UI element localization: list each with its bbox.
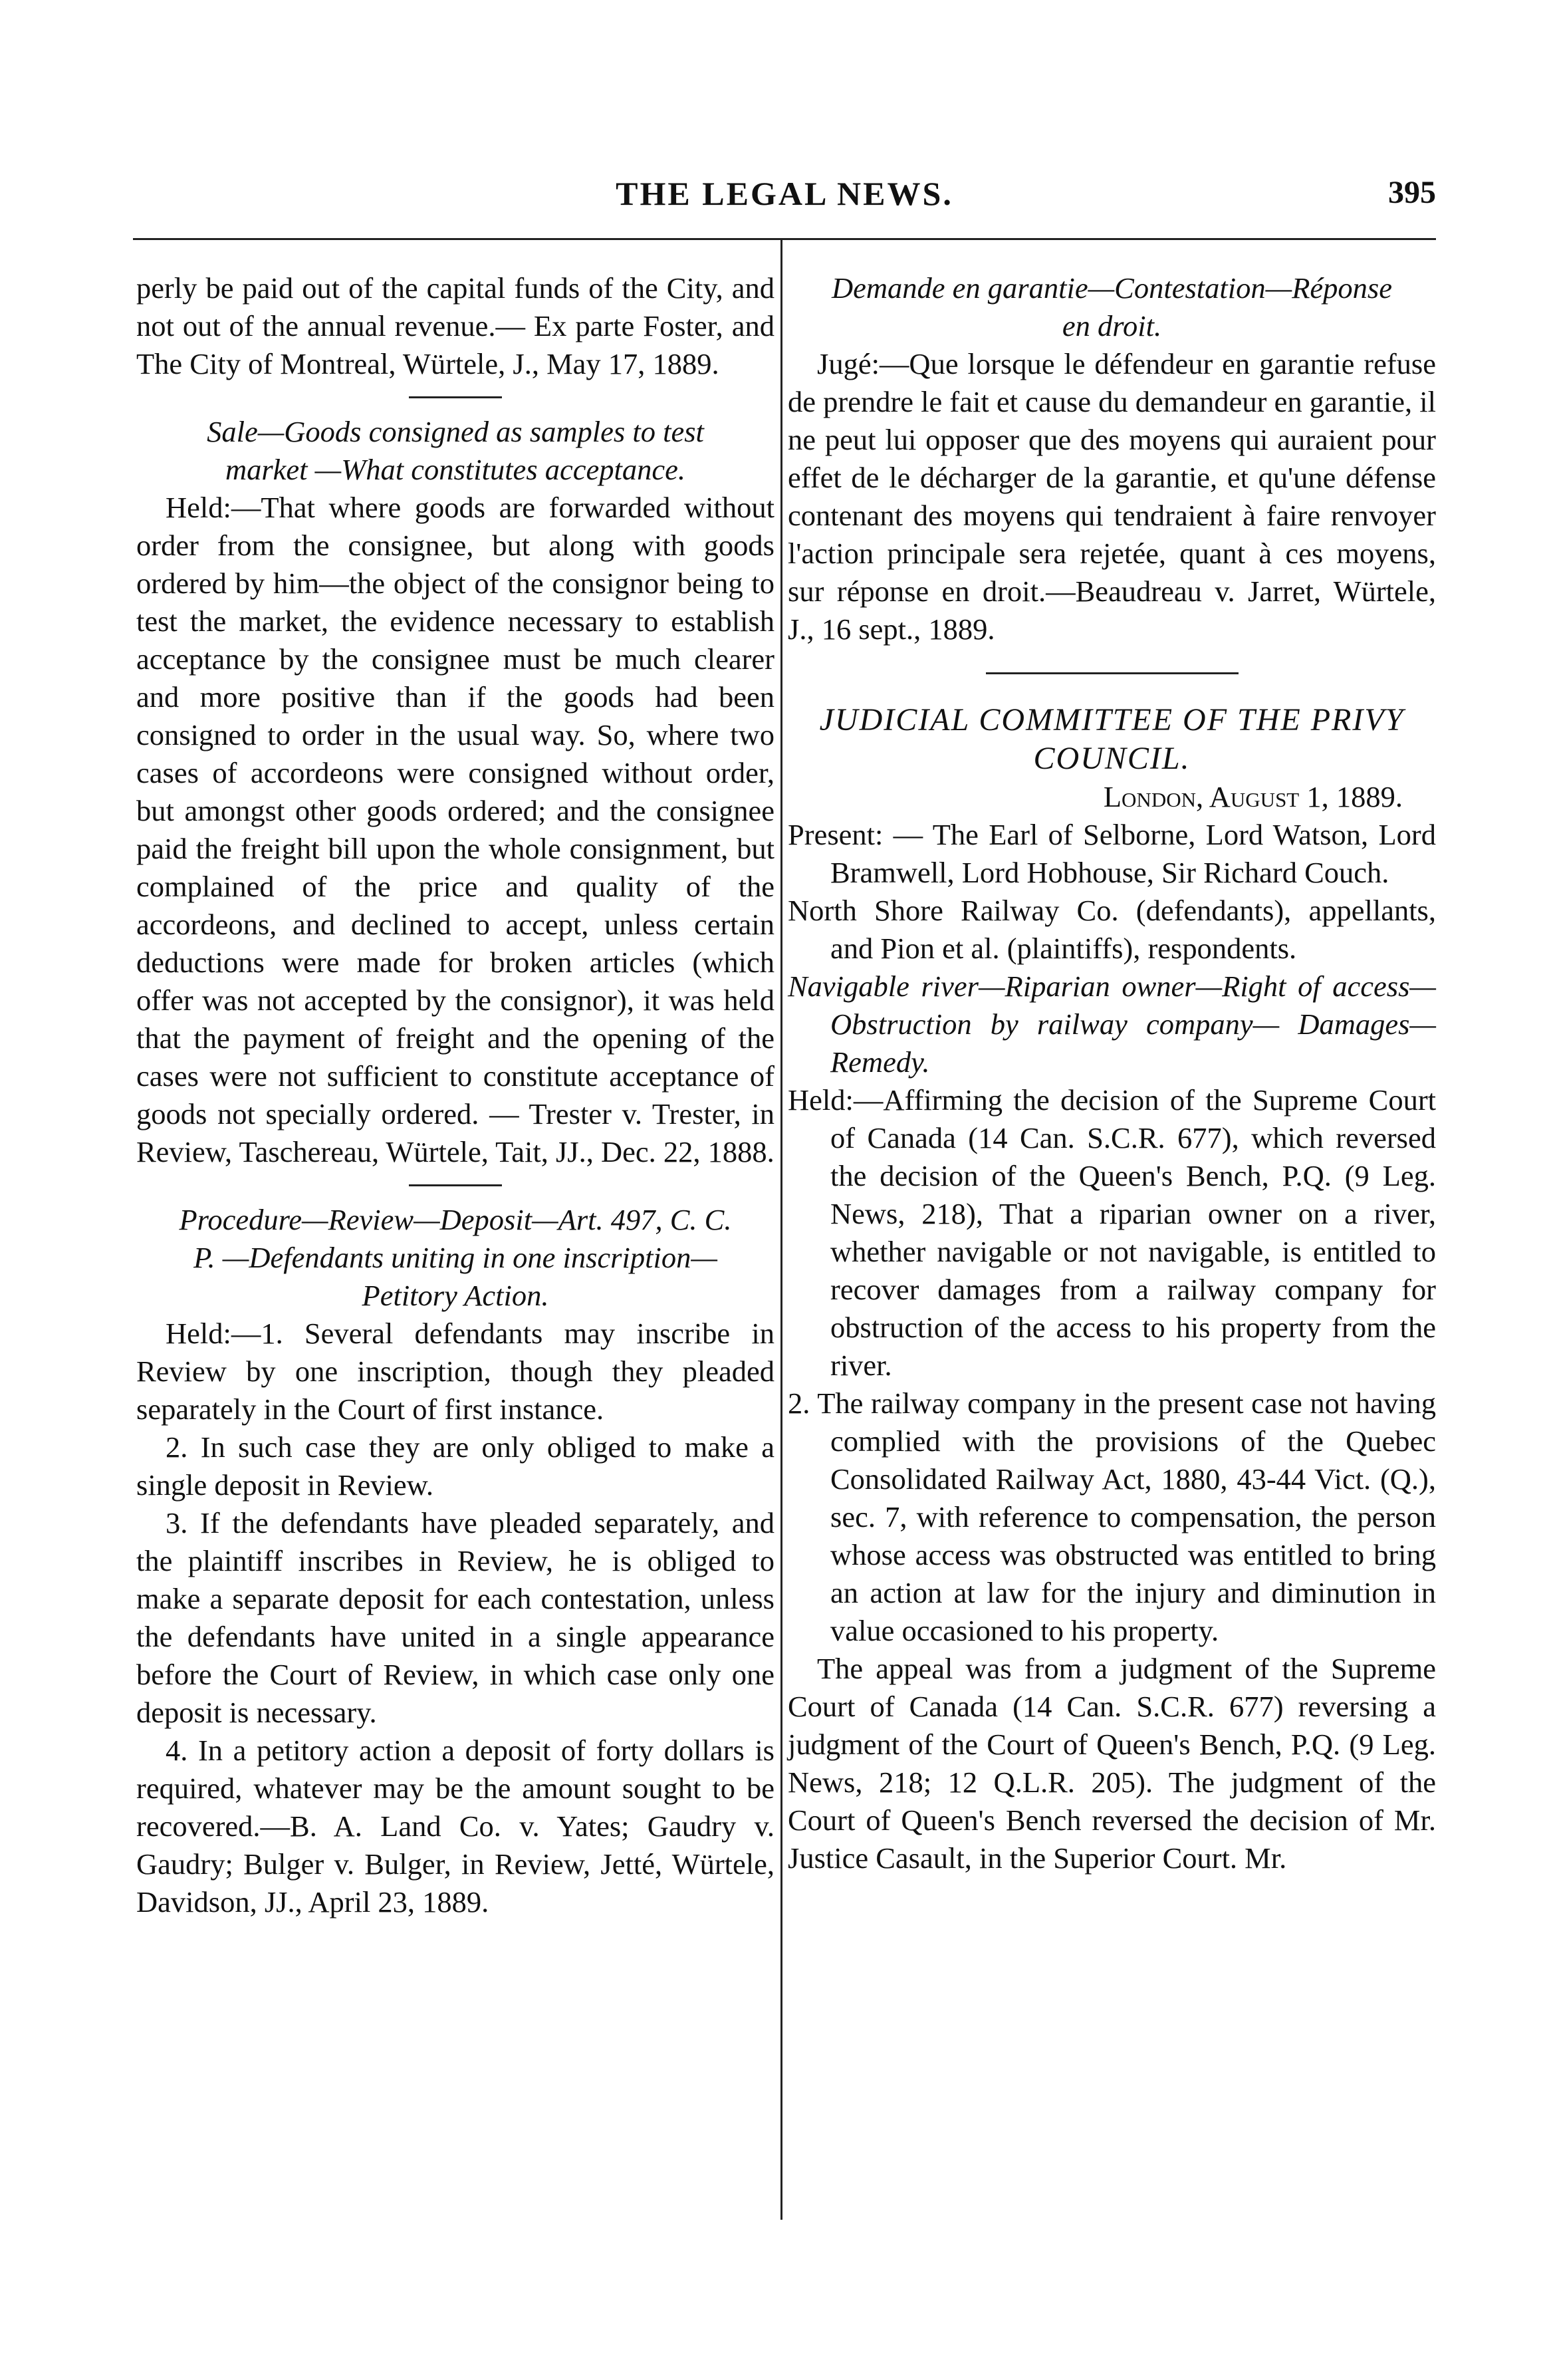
- running-title: THE LEGAL NEWS.: [616, 175, 953, 212]
- paragraph-juge: Jugé:—Que lorsque le défendeur en garantie refuse de prendre le fait et cause du demandeur en garantie, il ne peut lui opposer que des moyens qui auraient pour effet de le décharger de la garantie, et qu'une défense contenant des moyens qui tendraient à faire renvoyer l'action principale sera rejetée, quant à ces moyens, sur réponse en droit.—Beaudreau v. Jarret, Würtele, J., 16 sept., 1889.: [788, 347, 1436, 646]
- paragraph-trester-held: Held:—That where goods are forwarded without order from the consignee, but along with goods ordered by him—the object of the consignor being to test the market, the evidence necessary to establish acceptance by the consignee must be much clearer and more positive than if the goods had been consigned to order in the usual way. So, where two cases of accordeons were consigned without order, but amongst other goods ordered; and the consignee paid the freight bill upon the whole consignment, but complained of the price and quality of the accordeons, and declined to accept, unless certain deductions were made for broken articles (which offer was not accepted by the consignor), it was held that the payment of freight and the opening of the cases were not sufficient to constitute acceptance of goods not specially ordered. — Trester v. Trester, in Review, Taschereau, Würtele, Tait, JJ., Dec. 22, 1888.: [136, 491, 774, 1168]
- page-header: [133, 174, 1436, 227]
- heading-demande-garantie: Demande en garantie—Contestation—Réponse en droit.: [832, 271, 1392, 342]
- paragraph-held-1: Held:—1. Several defendants may inscribe in Review by one inscription, though they pleaded separately in the Court of first instance.: [136, 1317, 774, 1426]
- present-judges: Present: — The Earl of Selborne, Lord Watson, Lord Bramwell, Lord Hobhouse, Sir Richard Couch.: [788, 818, 1436, 889]
- page-number: 395: [1388, 175, 1436, 210]
- left-column: [136, 269, 774, 1921]
- section-separator: [409, 1184, 502, 1186]
- paragraph-appeal: The appeal was from a judgment of the Supreme Court of Canada (14 Can. S.C.R. 677) reversing a judgment of the Court of Queen's Bench, P.Q. (9 Leg. News, 218; 12 Q.L.R. 205). The judgment of the Court of Queen's Bench reversed the decision of Mr. Justice Casault, in the Superior Court. Mr.: [788, 1652, 1436, 1875]
- court-title: JUDICIAL COMMITTEE OF THE PRIVY COUNCIL.: [819, 702, 1405, 776]
- case-parties: North Shore Railway Co. (defendants), appellants, and Pion et al. (plaintiffs), respondents.: [788, 894, 1436, 965]
- right-column: [788, 269, 1436, 1877]
- date-line: London, August 1, 1889.: [1103, 780, 1403, 813]
- case-subject: Navigable river—Riparian owner—Right of access—Obstruction by railway company— Damages—Remedy.: [788, 970, 1436, 1079]
- held-paragraph-2: 2. The railway company in the present case not having complied with the provisions of the Quebec Consolidated Railway Act, 1880, 43-44 Vict. (Q.), sec. 7, with reference to compensation, the person whose access was obstructed was entitled to bring an action at law for the injury and diminution in value occasioned to his property.: [788, 1387, 1436, 1647]
- section-separator: [409, 396, 502, 398]
- column-divider: [780, 238, 782, 2220]
- held-paragraph-1: Held:—Affirming the decision of the Supreme Court of Canada (14 Can. S.C.R. 677), which reversed the decision of the Queen's Bench, P.Q. (9 Leg. News, 218), That a riparian owner on a river, whether navigable or not navigable, is entitled to recover damages from a railway company for obstruction of the access to his property from the river.: [788, 1083, 1436, 1382]
- paragraph-held-2: 2. In such case they are only obliged to make a single deposit in Review.: [136, 1430, 774, 1502]
- header-rule: [133, 238, 1436, 240]
- paragraph-ex-parte-foster: perly be paid out of the capital funds of the City, and not out of the annual revenue.— Ex parte Foster, and The City of Montreal, Würtele, J., May 17, 1889.: [136, 271, 774, 380]
- section-separator: [986, 672, 1239, 674]
- heading-procedure-review: Procedure—Review—Deposit—Art. 497, C. C. P. —Defendants uniting in one inscription— Petitory Action.: [179, 1203, 732, 1312]
- paragraph-held-3: 3. If the defendants have pleaded separately, and the plaintiff inscribes in Review, he is obliged to make a separate deposit for each contestation, unless the defendants have united in a single appearance before the Court of Review, in which case only one deposit is necessary.: [136, 1506, 774, 1729]
- paragraph-held-4: 4. In a petitory action a deposit of forty dollars is required, whatever may be the amount sought to be recovered.—B. A. Land Co. v. Yates; Gaudry v. Gaudry; Bulger v. Bulger, in Review, Jetté, Würtele, Davidson, JJ., April 23, 1889.: [136, 1734, 774, 1918]
- heading-sale-goods: Sale—Goods consigned as samples to test market —What constitutes acceptance.: [207, 415, 704, 486]
